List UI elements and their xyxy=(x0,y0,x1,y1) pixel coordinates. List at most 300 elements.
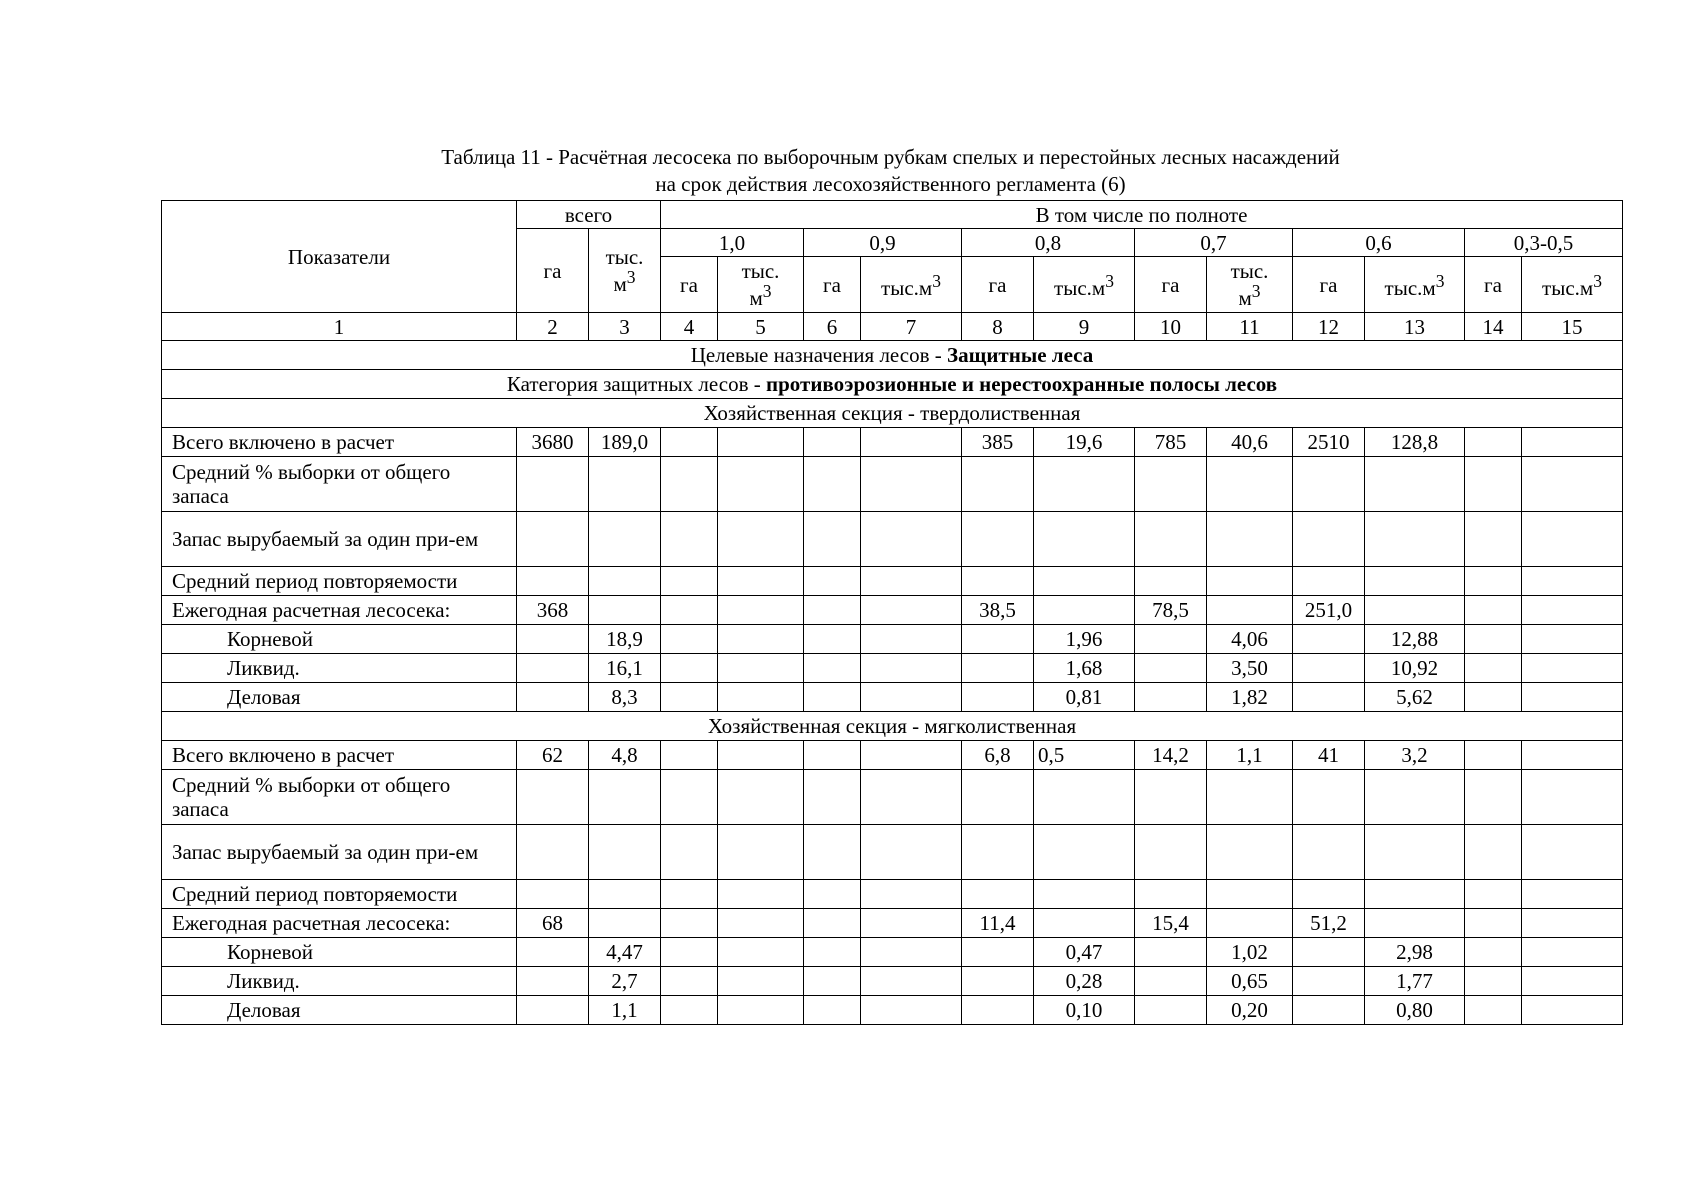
table-cell xyxy=(962,625,1034,654)
table-cell xyxy=(718,909,804,938)
header-ha: га xyxy=(1465,257,1522,313)
table-cell xyxy=(661,654,718,683)
table-cell xyxy=(718,457,804,512)
header-volume: тыс. $м^3$ xyxy=(718,257,804,313)
table-cell xyxy=(1293,567,1365,596)
table-cell: 0,10 xyxy=(1034,996,1135,1025)
table-cell xyxy=(1465,428,1522,457)
table-cell xyxy=(1135,967,1207,996)
table-cell xyxy=(661,880,718,909)
table-cell xyxy=(1293,770,1365,825)
table-cell xyxy=(718,567,804,596)
table-cell: 10,92 xyxy=(1365,654,1465,683)
table-cell xyxy=(1365,880,1465,909)
table-cell: 15,4 xyxy=(1135,909,1207,938)
table-cell xyxy=(1135,457,1207,512)
column-number-row xyxy=(162,313,1623,341)
table-cell xyxy=(1207,596,1293,625)
header-by-density: В том числе по полноте xyxy=(661,201,1623,229)
column-number: 13 xyxy=(1365,313,1465,341)
row-label: Средний период повторяемости xyxy=(162,567,517,596)
table-cell xyxy=(1207,770,1293,825)
table-cell xyxy=(1522,825,1623,880)
table-cell xyxy=(661,825,718,880)
table-cell xyxy=(1522,770,1623,825)
table-row xyxy=(162,683,1623,712)
table-cell xyxy=(1465,770,1522,825)
caption-line-2: на срок действия лесохозяйственного регламента (6) xyxy=(655,172,1126,196)
header-ha: га xyxy=(1135,257,1207,313)
table-cell: 1,02 xyxy=(1207,938,1293,967)
header-group-1: 1,0 xyxy=(661,229,804,257)
table-cell: 1,1 xyxy=(589,996,661,1025)
table-cell: 4,06 xyxy=(1207,625,1293,654)
table-cell xyxy=(661,567,718,596)
table-cell xyxy=(1034,770,1135,825)
table-cell xyxy=(1293,938,1365,967)
table-cell xyxy=(804,770,861,825)
column-number: 4 xyxy=(661,313,718,341)
table-cell xyxy=(1135,567,1207,596)
table-cell xyxy=(1522,909,1623,938)
header-ha: га xyxy=(661,257,718,313)
header-volume: $тыс.м^3$ xyxy=(861,257,962,313)
header-row-1 xyxy=(162,201,1623,229)
table-row xyxy=(162,996,1623,1025)
table-cell: 6,8 xyxy=(962,741,1034,770)
table-cell xyxy=(661,596,718,625)
table-cell xyxy=(804,996,861,1025)
table-cell xyxy=(1465,938,1522,967)
column-number: 7 xyxy=(861,313,962,341)
row-label: Средний % выборки от общего запаса xyxy=(162,770,517,825)
table-cell xyxy=(661,683,718,712)
table-cell xyxy=(1207,880,1293,909)
table-cell xyxy=(589,880,661,909)
table-cell xyxy=(1135,625,1207,654)
table-cell xyxy=(1522,938,1623,967)
column-number: 5 xyxy=(718,313,804,341)
purpose-banner-row xyxy=(162,341,1623,370)
table-cell xyxy=(1207,457,1293,512)
table-cell xyxy=(1465,967,1522,996)
table-cell xyxy=(1465,512,1522,567)
table-cell xyxy=(517,457,589,512)
table-cell: 8,3 xyxy=(589,683,661,712)
header-group-5: 0,6 xyxy=(1293,229,1465,257)
table-cell xyxy=(1034,880,1135,909)
table-cell xyxy=(589,825,661,880)
column-number: 15 xyxy=(1522,313,1623,341)
table-cell xyxy=(1465,741,1522,770)
table-cell xyxy=(1293,967,1365,996)
table-cell xyxy=(1365,567,1465,596)
category-banner: Категория защитных лесов - противоэрозионные и нерестоохранные полосы лесов xyxy=(162,370,1623,399)
table-row xyxy=(162,512,1623,567)
row-label: Ежегодная расчетная лесосека: xyxy=(162,596,517,625)
table-cell: 0,47 xyxy=(1034,938,1135,967)
table-cell xyxy=(1365,512,1465,567)
table-cell xyxy=(1522,567,1623,596)
table-cell xyxy=(804,625,861,654)
table-cell xyxy=(589,596,661,625)
table-cell xyxy=(1522,457,1623,512)
table-cell xyxy=(1034,457,1135,512)
table-cell xyxy=(962,512,1034,567)
table-cell: 16,1 xyxy=(589,654,661,683)
table-cell: 1,82 xyxy=(1207,683,1293,712)
header-volume: тыс. $м^3$ xyxy=(1207,257,1293,313)
table-cell xyxy=(1135,770,1207,825)
table-cell xyxy=(1135,683,1207,712)
table-cell: 12,88 xyxy=(1365,625,1465,654)
row-label: Средний % выборки от общего запаса xyxy=(162,457,517,512)
table-cell: 41 xyxy=(1293,741,1365,770)
table-cell xyxy=(517,683,589,712)
table-cell xyxy=(1522,512,1623,567)
table-row xyxy=(162,880,1623,909)
table-cell: 40,6 xyxy=(1207,428,1293,457)
table-cell xyxy=(1465,567,1522,596)
table-cell xyxy=(804,596,861,625)
table-row xyxy=(162,457,1623,512)
table-cell: 3,2 xyxy=(1365,741,1465,770)
header-total-ha: га xyxy=(517,229,589,313)
row-label: Средний период повторяемости xyxy=(162,880,517,909)
table-cell xyxy=(1522,654,1623,683)
table-cell xyxy=(804,457,861,512)
header-group-3: 0,8 xyxy=(962,229,1135,257)
table-row xyxy=(162,428,1623,457)
table-cell xyxy=(861,825,962,880)
table-cell xyxy=(861,880,962,909)
table-cell xyxy=(1522,625,1623,654)
table-cell xyxy=(804,567,861,596)
table-cell xyxy=(861,938,962,967)
table-cell xyxy=(718,996,804,1025)
table-cell xyxy=(517,938,589,967)
table-cell xyxy=(1365,825,1465,880)
table-cell xyxy=(517,880,589,909)
table-cell xyxy=(589,567,661,596)
table-cell xyxy=(861,428,962,457)
table-row xyxy=(162,625,1623,654)
table-row xyxy=(162,909,1623,938)
row-label: Ежегодная расчетная лесосека: xyxy=(162,909,517,938)
column-number: 3 xyxy=(589,313,661,341)
table-cell xyxy=(861,770,962,825)
table-cell xyxy=(1465,457,1522,512)
table-cell: 3,50 xyxy=(1207,654,1293,683)
column-number: 10 xyxy=(1135,313,1207,341)
table-cell xyxy=(1465,625,1522,654)
table-cell: 251,0 xyxy=(1293,596,1365,625)
section-heading: Хозяйственная секция - мягколиственная xyxy=(162,712,1623,741)
category-banner-row xyxy=(162,370,1623,399)
table-cell xyxy=(718,683,804,712)
header-total: всего xyxy=(517,201,661,229)
table-cell: 785 xyxy=(1135,428,1207,457)
header-group-6: 0,3-0,5 xyxy=(1465,229,1623,257)
table-cell xyxy=(861,683,962,712)
table-cell xyxy=(861,909,962,938)
table-cell: 78,5 xyxy=(1135,596,1207,625)
table-cell xyxy=(962,938,1034,967)
table-cell xyxy=(661,625,718,654)
table-cell xyxy=(661,428,718,457)
table-cell: 14,2 xyxy=(1135,741,1207,770)
table-cell xyxy=(1522,683,1623,712)
table-row xyxy=(162,741,1623,770)
table-cell: 4,8 xyxy=(589,741,661,770)
table-cell xyxy=(804,683,861,712)
table-cell xyxy=(661,457,718,512)
table-caption xyxy=(160,144,1621,198)
table-cell xyxy=(589,909,661,938)
table-cell xyxy=(1465,683,1522,712)
table-cell xyxy=(517,770,589,825)
table-cell: 1,68 xyxy=(1034,654,1135,683)
table-cell xyxy=(1293,457,1365,512)
column-number: 2 xyxy=(517,313,589,341)
header-ha: га xyxy=(1293,257,1365,313)
table-cell: 18,9 xyxy=(589,625,661,654)
table-row xyxy=(162,770,1623,825)
row-label: Ликвид. xyxy=(162,967,517,996)
table-cell xyxy=(1293,996,1365,1025)
row-label: Деловая xyxy=(162,996,517,1025)
table-cell xyxy=(517,996,589,1025)
table-cell xyxy=(718,938,804,967)
table-cell xyxy=(1207,909,1293,938)
table-cell: 0,80 xyxy=(1365,996,1465,1025)
table-cell xyxy=(1522,428,1623,457)
header-group-2: 0,9 xyxy=(804,229,962,257)
table-cell xyxy=(861,567,962,596)
table-cell xyxy=(861,996,962,1025)
table-cell xyxy=(804,938,861,967)
table-cell: 68 xyxy=(517,909,589,938)
table-row xyxy=(162,825,1623,880)
table-cell: 0,65 xyxy=(1207,967,1293,996)
row-label: Запас вырубаемый за один при-ем xyxy=(162,825,517,880)
table-cell xyxy=(861,457,962,512)
table-cell xyxy=(1207,825,1293,880)
table-cell xyxy=(1465,654,1522,683)
table-cell xyxy=(1522,967,1623,996)
table-cell xyxy=(718,654,804,683)
table-cell xyxy=(718,596,804,625)
table-cell xyxy=(517,825,589,880)
table-cell xyxy=(589,770,661,825)
row-label: Запас вырубаемый за один при-ем xyxy=(162,512,517,567)
column-number: 12 xyxy=(1293,313,1365,341)
table-cell xyxy=(804,654,861,683)
table-cell xyxy=(1293,880,1365,909)
section-heading: Хозяйственная секция - твердолиственная xyxy=(162,399,1623,428)
row-label: Всего включено в расчет xyxy=(162,428,517,457)
table-cell: 385 xyxy=(962,428,1034,457)
table-row xyxy=(162,654,1623,683)
table-row xyxy=(162,967,1623,996)
table-cell xyxy=(517,512,589,567)
table-cell xyxy=(962,457,1034,512)
table-cell xyxy=(962,825,1034,880)
table-cell xyxy=(1207,512,1293,567)
table-cell xyxy=(1293,654,1365,683)
table-cell xyxy=(804,880,861,909)
table-cell xyxy=(718,825,804,880)
table-cell xyxy=(1135,996,1207,1025)
table-cell: 2,98 xyxy=(1365,938,1465,967)
table-cell xyxy=(1365,457,1465,512)
header-volume: $тыс.м^3$ xyxy=(1522,257,1623,313)
table-cell: 2510 xyxy=(1293,428,1365,457)
table-cell xyxy=(718,880,804,909)
table-cell xyxy=(517,654,589,683)
column-number: 11 xyxy=(1207,313,1293,341)
table-cell xyxy=(661,770,718,825)
table-cell xyxy=(1034,567,1135,596)
row-label: Деловая xyxy=(162,683,517,712)
table-cell xyxy=(861,741,962,770)
column-number: 8 xyxy=(962,313,1034,341)
table-cell xyxy=(1465,880,1522,909)
table-cell xyxy=(861,625,962,654)
table-cell xyxy=(661,512,718,567)
table-cell: 62 xyxy=(517,741,589,770)
table-cell xyxy=(1135,880,1207,909)
table-cell xyxy=(661,909,718,938)
table-cell xyxy=(962,567,1034,596)
table-cell xyxy=(1034,825,1135,880)
table-cell xyxy=(1034,512,1135,567)
table-cell: 11,4 xyxy=(962,909,1034,938)
table-cell xyxy=(1135,512,1207,567)
row-label: Всего включено в расчет xyxy=(162,741,517,770)
section-heading-row xyxy=(162,399,1623,428)
table-cell xyxy=(804,741,861,770)
row-label: Корневой xyxy=(162,938,517,967)
table-cell xyxy=(962,880,1034,909)
table-cell xyxy=(804,825,861,880)
table-cell xyxy=(861,596,962,625)
table-cell xyxy=(1465,996,1522,1025)
table-cell: 1,1 xyxy=(1207,741,1293,770)
table-cell: 1,96 xyxy=(1034,625,1135,654)
table-cell xyxy=(804,967,861,996)
table-cell xyxy=(1365,770,1465,825)
table-cell xyxy=(1465,596,1522,625)
header-indicators: Показатели xyxy=(162,201,517,313)
table-cell xyxy=(1465,909,1522,938)
table-cell xyxy=(1135,938,1207,967)
table-cell xyxy=(1365,909,1465,938)
table-row xyxy=(162,938,1623,967)
table-cell xyxy=(804,512,861,567)
table-cell xyxy=(962,770,1034,825)
table-cell xyxy=(661,996,718,1025)
table-cell xyxy=(661,741,718,770)
header-total-volume: тыс. $м^3$ xyxy=(589,229,661,313)
table-cell: 0,28 xyxy=(1034,967,1135,996)
table-cell xyxy=(1293,512,1365,567)
table-cell xyxy=(804,909,861,938)
header-group-4: 0,7 xyxy=(1135,229,1293,257)
table-cell xyxy=(718,967,804,996)
header-ha: га xyxy=(962,257,1034,313)
table-cell: 5,62 xyxy=(1365,683,1465,712)
table-cell: 128,8 xyxy=(1365,428,1465,457)
table-cell xyxy=(1135,654,1207,683)
table-cell: 368 xyxy=(517,596,589,625)
table-cell xyxy=(962,683,1034,712)
column-number: 9 xyxy=(1034,313,1135,341)
table-cell xyxy=(1135,825,1207,880)
table-cell xyxy=(661,967,718,996)
table-cell: 4,47 xyxy=(589,938,661,967)
table-cell xyxy=(517,967,589,996)
table-cell xyxy=(661,938,718,967)
table-cell xyxy=(1293,683,1365,712)
table-cell xyxy=(718,770,804,825)
table-cell xyxy=(962,967,1034,996)
section-heading-row xyxy=(162,712,1623,741)
table-cell xyxy=(1034,909,1135,938)
row-label: Корневой xyxy=(162,625,517,654)
table-cell xyxy=(1207,567,1293,596)
table-cell xyxy=(589,512,661,567)
table-row xyxy=(162,596,1623,625)
table-cell: 2,7 xyxy=(589,967,661,996)
allowable-cut-table xyxy=(161,200,1623,1025)
table-cell: 1,77 xyxy=(1365,967,1465,996)
table-cell xyxy=(517,567,589,596)
purpose-banner: Целевые назначения лесов - Защитные леса xyxy=(162,341,1623,370)
row-label: Ликвид. xyxy=(162,654,517,683)
caption-line-1: Таблица 11 - Расчётная лесосека по выборочным рубкам спелых и перестойных лесных насаждений xyxy=(441,145,1340,169)
table-cell: 19,6 xyxy=(1034,428,1135,457)
table-cell xyxy=(1522,996,1623,1025)
table-cell xyxy=(718,625,804,654)
table-cell xyxy=(1522,596,1623,625)
table-cell: 0,5 xyxy=(1034,741,1135,770)
header-volume: $тыс.м^3$ xyxy=(1034,257,1135,313)
table-cell xyxy=(962,654,1034,683)
table-cell: 51,2 xyxy=(1293,909,1365,938)
table-row xyxy=(162,567,1623,596)
table-cell xyxy=(1293,625,1365,654)
table-cell xyxy=(1465,825,1522,880)
table-cell xyxy=(1034,596,1135,625)
table-cell xyxy=(962,996,1034,1025)
table-cell: 0,20 xyxy=(1207,996,1293,1025)
table-cell xyxy=(718,428,804,457)
column-number: 14 xyxy=(1465,313,1522,341)
table-cell: 189,0 xyxy=(589,428,661,457)
table-cell: 3680 xyxy=(517,428,589,457)
table-cell xyxy=(1522,741,1623,770)
column-number: 1 xyxy=(162,313,517,341)
table-cell xyxy=(1365,596,1465,625)
table-cell xyxy=(861,967,962,996)
table-cell xyxy=(517,625,589,654)
table-cell xyxy=(804,428,861,457)
table-cell xyxy=(1522,880,1623,909)
column-number: 6 xyxy=(804,313,861,341)
table-cell xyxy=(589,457,661,512)
table-cell xyxy=(861,654,962,683)
